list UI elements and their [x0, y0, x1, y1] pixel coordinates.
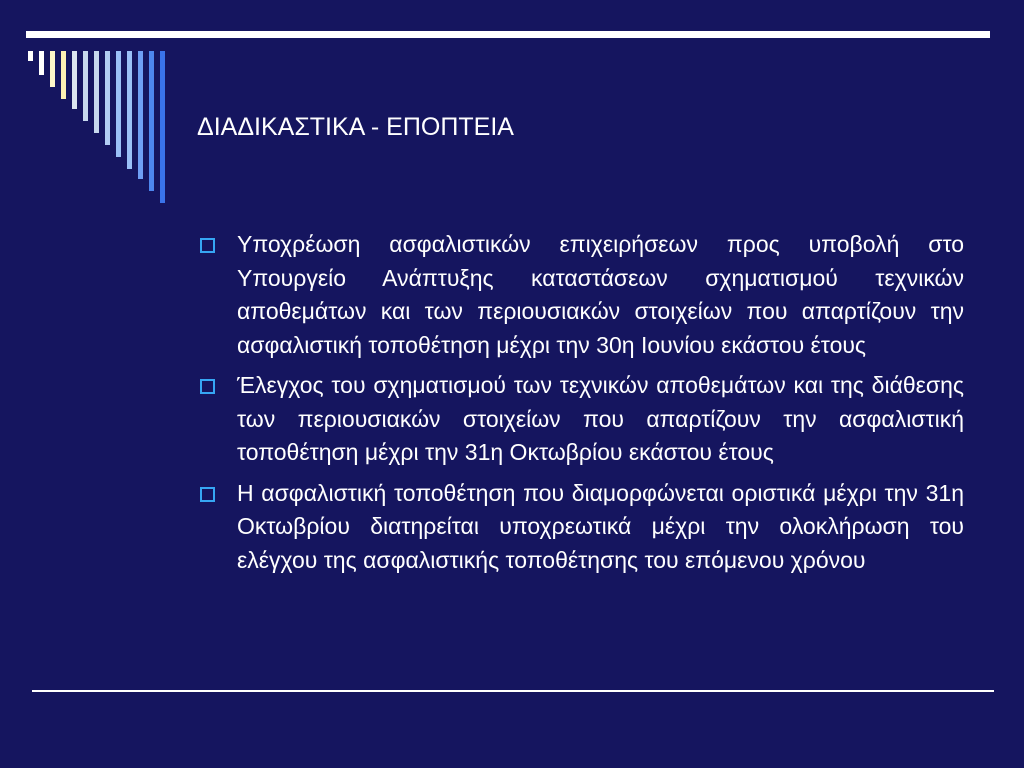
stripe	[127, 51, 132, 169]
hollow-square-bullet-icon	[200, 487, 215, 502]
stripe	[160, 51, 165, 203]
list-item	[200, 369, 964, 470]
bullet-list	[200, 228, 964, 584]
list-item	[200, 228, 964, 362]
hollow-square-bullet-icon	[200, 379, 215, 394]
list-item	[200, 477, 964, 578]
stripe	[94, 51, 99, 133]
stripe	[83, 51, 88, 121]
stripe	[39, 51, 44, 75]
stripe	[50, 51, 55, 87]
stripe	[116, 51, 121, 157]
hollow-square-bullet-icon	[200, 238, 215, 253]
stripe	[61, 51, 66, 99]
stripe	[28, 51, 33, 61]
bottom-rule	[32, 690, 994, 692]
bullet-text: Η ασφαλιστική τοποθέτηση που διαμορφώνεται οριστικά μέχρι την 31η Οκτωβρίου διατηρείται υποχρεωτικά μέχρι την ολοκλήρωση του ελέγχου της ασφαλιστικής τοποθέτησης του επόμενου χρόνου	[237, 479, 964, 573]
top-rule	[26, 31, 990, 38]
slide-title: ΔΙΑΔΙΚΑΣΤΙΚΑ - ΕΠΟΠΤΕΙΑ	[197, 113, 514, 141]
stripe	[72, 51, 77, 109]
bullet-text: Έλεγχος του σχηματισμού των τεχνικών αποθεμάτων και της διάθεσης των περιουσιακών στοιχείων που απαρτίζουν την ασφαλιστική τοποθέτηση μέχρι την 31η Οκτωβρίου εκάστου έτους	[237, 372, 964, 465]
stripe	[105, 51, 110, 145]
stripe	[149, 51, 154, 191]
stripe	[138, 51, 143, 179]
bullet-text: Υποχρέωση ασφαλιστικών επιχειρήσεων προς υποβολή στο Υπουργείο Ανάπτυξης καταστάσεων σχηματισμού τεχνικών αποθεμάτων και των περιουσιακών στοιχείων που απαρτίζουν την ασφαλιστική τοποθέτηση μέχρι την 30η Ιουνίου εκάστου έτους	[237, 231, 964, 358]
